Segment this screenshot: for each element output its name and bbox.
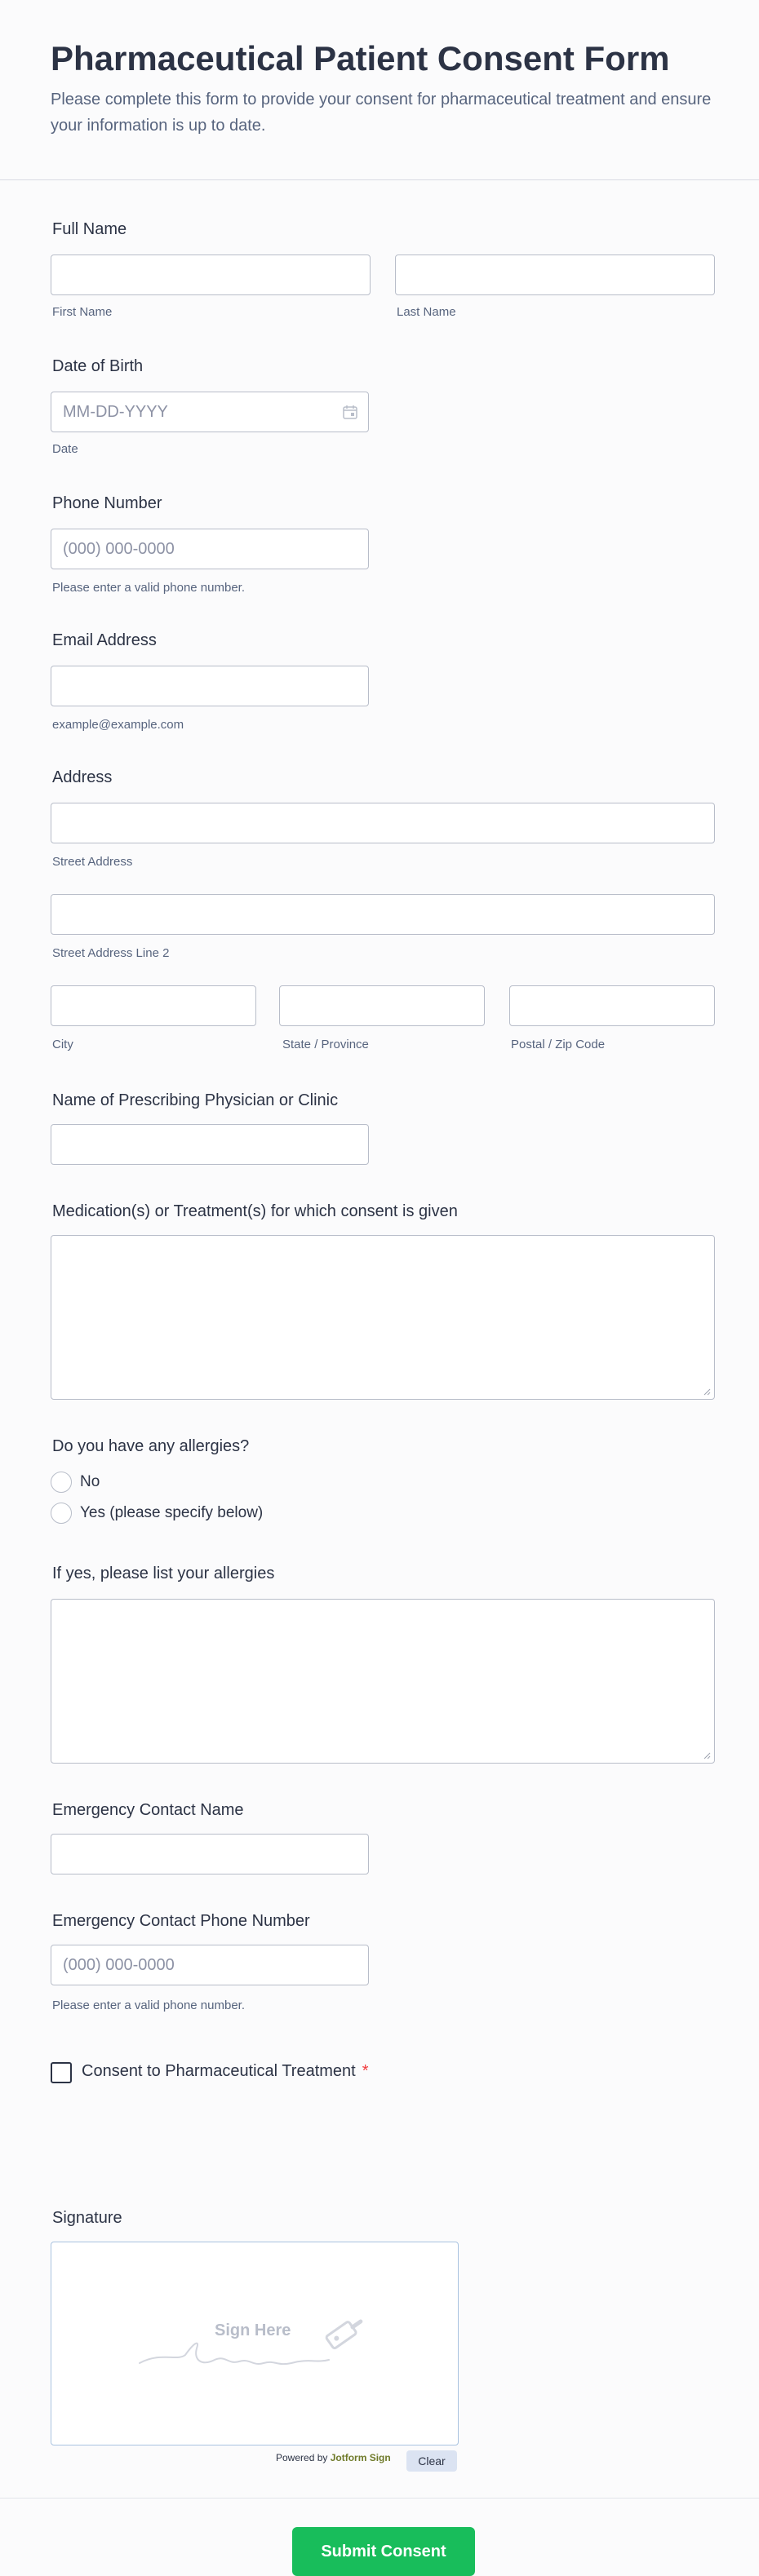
allergy-no-radio[interactable]: [51, 1472, 72, 1493]
street-address-line2-input[interactable]: [51, 894, 715, 935]
zip-input[interactable]: [509, 985, 715, 1026]
address-label: Address: [52, 768, 113, 786]
powered-by-brand[interactable]: Jotform Sign: [330, 2452, 391, 2463]
phone-label: Phone Number: [52, 494, 162, 512]
physician-input[interactable]: [51, 1124, 369, 1165]
resize-handle-icon[interactable]: [703, 1751, 711, 1759]
street-address-input[interactable]: [51, 803, 715, 843]
dob-input[interactable]: [51, 392, 369, 432]
city-input[interactable]: [51, 985, 256, 1026]
consent-label[interactable]: [82, 2062, 369, 2081]
signature-label: Signature: [52, 2209, 122, 2227]
form-header: [0, 0, 759, 180]
dob-placeholder: MM-DD-YYYY: [63, 403, 168, 421]
signature-placeholder: Sign Here: [215, 2321, 291, 2339]
street-address-sublabel: Street Address: [52, 855, 133, 869]
resize-handle-icon[interactable]: [703, 1388, 711, 1396]
medications-textarea[interactable]: [51, 1235, 715, 1400]
phone-placeholder: (000) 000-0000: [63, 540, 175, 558]
medications-label: Medication(s) or Treatment(s) for which consent is given: [52, 1202, 458, 1220]
dob-label: Date of Birth: [52, 357, 144, 375]
emergency-name-input[interactable]: [51, 1834, 369, 1874]
submit-button[interactable]: Submit Consent: [292, 2527, 475, 2576]
consent-label-text: Consent to Pharmaceutical Treatment: [82, 2062, 356, 2080]
first-name-input[interactable]: [51, 255, 371, 295]
last-name-input[interactable]: [395, 255, 715, 295]
email-label: Email Address: [52, 631, 157, 649]
zip-sublabel: Postal / Zip Code: [511, 1038, 606, 1051]
page-subtitle: Please complete this form to provide your consent for pharmaceutical treatment and ensure your information is up to date.: [51, 91, 712, 135]
allergy-yes-radio[interactable]: [51, 1503, 72, 1524]
allergy-no-label[interactable]: No: [80, 1473, 100, 1490]
dob-sublabel: Date: [52, 442, 78, 456]
emergency-phone-label: Emergency Contact Phone Number: [52, 1912, 310, 1930]
emergency-name-label: Emergency Contact Name: [52, 1801, 244, 1819]
emergency-phone-sublabel: Please enter a valid phone number.: [52, 1998, 245, 2012]
consent-checkbox[interactable]: [51, 2062, 72, 2083]
footer-divider: [0, 2498, 759, 2499]
last-name-sublabel: Last Name: [397, 305, 456, 319]
state-input[interactable]: [279, 985, 485, 1026]
allergy-yes-label[interactable]: Yes (please specify below): [80, 1504, 264, 1521]
page-title: Pharmaceutical Patient Consent Form: [51, 39, 670, 77]
city-sublabel: City: [52, 1038, 73, 1051]
allergy-list-label: If yes, please list your allergies: [52, 1565, 275, 1582]
emergency-phone-placeholder: (000) 000-0000: [63, 1956, 175, 1974]
allergy-list-textarea[interactable]: [51, 1599, 715, 1764]
first-name-sublabel: First Name: [52, 305, 113, 319]
physician-label: Name of Prescribing Physician or Clinic: [52, 1091, 339, 1109]
state-sublabel: State / Province: [282, 1038, 369, 1051]
signature-pad[interactable]: [51, 2242, 459, 2445]
required-asterisk: *: [362, 2062, 369, 2080]
street-address-line2-sublabel: Street Address Line 2: [52, 946, 170, 960]
phone-input[interactable]: [51, 529, 369, 569]
clear-signature-button[interactable]: Clear: [406, 2450, 457, 2472]
email-sublabel: example@example.com: [52, 718, 184, 732]
emergency-phone-input[interactable]: [51, 1945, 369, 1985]
allergies-label: Do you have any allergies?: [52, 1437, 250, 1455]
powered-by-prefix: Powered by: [276, 2452, 328, 2463]
calendar-icon[interactable]: [342, 404, 358, 420]
email-input[interactable]: [51, 666, 369, 706]
powered-by: [276, 2452, 391, 2463]
phone-sublabel: Please enter a valid phone number.: [52, 581, 245, 595]
full-name-label: Full Name: [52, 220, 127, 238]
